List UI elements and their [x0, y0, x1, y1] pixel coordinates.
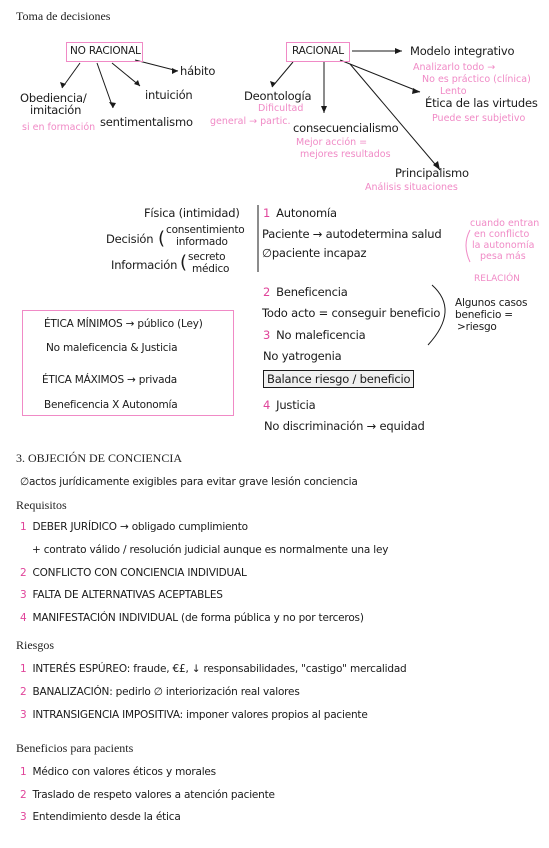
deontologia-note-2: general → partic. [210, 116, 291, 127]
etica-virtudes-note: Puede ser subjetivo [432, 113, 526, 124]
riesgo-item-text: INTRANSIGENCIA IMPOSITIVA: imponer valores propios al paciente [32, 709, 368, 721]
riesgo-item-number: 2 [20, 686, 27, 698]
beneficio-item-text: Traslado de respeto valores a atención paciente [32, 789, 275, 801]
beneficio-item-text: Entendimiento desde la ética [32, 811, 181, 823]
beneficencia-line: Todo acto = conseguir beneficio [262, 306, 441, 320]
modelo-note-2: No es práctico (clínica) [422, 74, 531, 85]
riesgo-item-text: BANALIZACIÓN: pedirlo ∅ interiorización real valores [32, 686, 300, 698]
autonomia-note-3: la autonomía [472, 240, 535, 251]
requisito-item [32, 544, 388, 556]
riesgo-item [20, 709, 368, 721]
beneficio-item [20, 811, 181, 823]
principalismo-note: Análisis situaciones [365, 182, 458, 193]
riesgo-item-number: 3 [20, 709, 27, 721]
algunos-casos-2: beneficio = [455, 309, 513, 321]
habito-label: hábito [180, 64, 216, 78]
beneficios-heading: Beneficios para pacients [16, 741, 134, 755]
requisito-item-text: DEBER JURÍDICO → obligado cumplimiento [32, 521, 248, 533]
requisito-item-number: 1 [20, 521, 27, 533]
consec-note-1: Mejor acción = [296, 137, 368, 148]
etica-virtudes-label: Ética de las virtudes [425, 96, 538, 110]
etica-maximos: ÉTICA MÁXIMOS → privada [42, 374, 178, 386]
riesgo-item-number: 1 [20, 663, 27, 675]
obediencia-note: si en formación [22, 122, 96, 133]
etica-minimos: ÉTICA MÍNIMOS → público (Ley) [44, 318, 203, 330]
requisito-item [20, 612, 364, 624]
principalismo-label: Principalismo [395, 166, 469, 180]
autonomia-line-2: ∅paciente incapaz [262, 246, 367, 260]
requisito-item-text: FALTA DE ALTERNATIVAS ACEPTABLES [32, 589, 223, 601]
beneficio-item-number: 2 [20, 789, 27, 801]
algunos-casos-3: >riesgo [457, 321, 497, 333]
requisito-item [20, 589, 223, 601]
algunos-casos-1: Algunos casos [455, 297, 528, 309]
racional-label: RACIONAL [292, 45, 344, 57]
requisitos-heading: Requisitos [16, 498, 67, 512]
etica-minimos-sub: No maleficencia & Justicia [46, 342, 178, 354]
secreto-label: secreto [188, 251, 226, 263]
beneficio-item-text: Médico con valores éticos y morales [32, 766, 216, 778]
modelo-note-1: Analizarlo todo → [413, 62, 496, 73]
beneficio-item-number: 1 [20, 766, 27, 778]
informacion-label: Información [111, 258, 178, 272]
riesgos-heading: Riesgos [16, 638, 55, 652]
deontologia-note-1: Dificultad [258, 103, 304, 114]
etica-maximos-sub: Beneficencia X Autonomía [44, 399, 178, 411]
autonomia-note-1: cuando entran [470, 218, 540, 229]
informacion-paren: ( [180, 252, 187, 273]
requisito-item-number: 3 [20, 589, 27, 601]
requisito-item [20, 567, 247, 579]
sentimentalismo-label: sentimentalismo [100, 115, 193, 129]
modelo-note-3: Lento [440, 86, 467, 97]
beneficio-item-number: 3 [20, 811, 27, 823]
autonomia-line-1: Paciente → autodetermina salud [262, 227, 442, 241]
no-racional-label: NO RACIONAL [70, 45, 141, 57]
requisito-item [20, 521, 248, 533]
riesgo-item [20, 663, 407, 675]
requisito-item-number: 2 [20, 567, 27, 579]
riesgo-item-text: INTERÉS ESPÚREO: fraude, €£, ↓ responsabilidades, "castigo" mercalidad [32, 663, 407, 675]
autonomia-heading: 1 Autonomía [263, 206, 337, 220]
consec-note-2: mejores resultados [300, 149, 391, 160]
informado-label: informado [176, 236, 228, 248]
requisito-item-text: MANIFESTACIÓN INDIVIDUAL (de forma pública y no por terceros) [32, 612, 364, 624]
beneficio-item [20, 766, 216, 778]
modelo-integrativo-label: Modelo integrativo [410, 44, 515, 58]
justicia-line: No discriminación → equidad [264, 419, 425, 433]
requisito-item-text: + contrato válido / resolución judicial aunque es normalmente una ley [32, 544, 389, 556]
requisito-item-number: 4 [20, 612, 27, 624]
justicia-heading: 4 Justicia [263, 398, 316, 412]
consentimiento-label: consentimiento [166, 224, 245, 236]
beneficencia-heading: 2 Beneficencia [263, 285, 348, 299]
relacion-note: RELACIÓN [474, 274, 520, 284]
consecuencialismo-label: consecuencialismo [293, 121, 399, 135]
no-maleficencia-heading: 3 No maleficencia [263, 328, 366, 342]
imitacion-label: imitación [30, 103, 82, 117]
deontologia-label: Deontología [244, 89, 312, 103]
autonomia-note-2: en conflicto [474, 229, 530, 240]
requisito-item-text: CONFLICTO CON CONCIENCIA INDIVIDUAL [32, 567, 247, 579]
decision-label: Decisión [106, 232, 154, 246]
riesgo-item [20, 686, 300, 698]
beneficio-item [20, 789, 275, 801]
page-title: Toma de decisiones [16, 9, 111, 23]
obediencia-label: Obediencia/ [20, 91, 87, 105]
fisica-label: Física (intimidad) [144, 206, 240, 220]
no-yatrogenia-label: No yatrogenia [263, 349, 342, 363]
balance-box: Balance riesgo / beneficio [263, 370, 414, 388]
objecion-line: ∅actos jurídicamente exigibles para evitar grave lesión conciencia [20, 476, 358, 488]
autonomia-note-4: pesa más [480, 251, 526, 262]
decision-paren: ( [158, 228, 165, 249]
medico-label: médico [192, 263, 230, 275]
objecion-heading: 3. OBJECIÓN DE CONCIENCIA [16, 451, 182, 465]
intuicion-label: intuición [145, 88, 193, 102]
